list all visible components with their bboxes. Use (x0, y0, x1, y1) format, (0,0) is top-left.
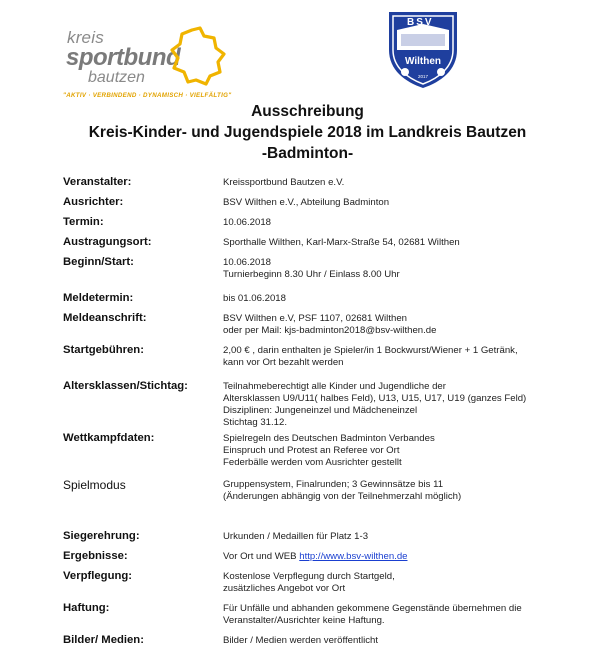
row-value-text: Für Unfälle und abhanden gekommene Gegenstände übernehmen die (223, 603, 522, 614)
row-value (223, 312, 526, 344)
row-value-line (223, 381, 526, 393)
row-value-line (223, 269, 526, 281)
row-value-line (223, 445, 526, 457)
row-label: Startgebühren: (63, 344, 144, 356)
row-value-line (223, 257, 526, 269)
document-title (0, 101, 615, 164)
row-value-text: Kreissportbund Bautzen e.V. (223, 177, 345, 188)
row-value-line (223, 433, 526, 445)
row-label: Wettkampfdaten: (63, 432, 155, 444)
row-label: Meldetermin: (63, 292, 134, 304)
results-website-link[interactable]: http://www.bsv-wilthen.de (299, 551, 408, 562)
row-label: Termin: (63, 216, 104, 228)
table-row (63, 256, 526, 292)
row-value-line (223, 393, 526, 405)
table-row (63, 292, 526, 312)
row-value-text: Turnierbeginn 8.30 Uhr / Einlass 8.00 Uhr (223, 269, 400, 280)
row-value-text: oder per Mail: kjs-badminton2018@bsv-wilthen.de (223, 325, 437, 336)
row-value-text: Vor Ort und WEB (223, 551, 300, 562)
title-line-2: Kreis-Kinder- und Jugendspiele 2018 im Landkreis Bautzen (88, 124, 527, 141)
row-value-line (223, 615, 526, 627)
row-label: Austragungsort: (63, 236, 152, 248)
row-value-text: (Änderungen abhängig von der Teilnehmerzahl möglich) (223, 491, 462, 502)
logo-text-sportbund: sportbund (66, 44, 181, 71)
row-value-line (223, 551, 526, 563)
row-value-text: Kostenlose Verpflegung durch Startgeld, (223, 571, 395, 582)
row-label: Bilder/ Medien: (63, 634, 144, 646)
row-label: Spielmodus (63, 478, 126, 492)
bsv-wilthen-logo (385, 10, 461, 90)
row-value-line (223, 635, 526, 647)
row-value-text: Veranstalter/Ausrichter keine Haftung. (223, 615, 385, 626)
row-value-text: Stichtag 31.12. (223, 417, 288, 428)
row-value-text: zusätzliches Angebot vor Ort (223, 583, 346, 594)
row-value-line (223, 325, 526, 337)
row-value-line (223, 345, 526, 357)
table-row (63, 312, 526, 344)
title-line-3: -Badminton- (261, 145, 354, 162)
row-value-line (223, 313, 526, 325)
row-value-line (223, 491, 526, 503)
row-label: Beginn/Start: (63, 256, 134, 268)
row-value-line (223, 217, 526, 229)
row-label: Meldeanschrift: (63, 312, 147, 324)
row-label: Ausrichter: (63, 196, 124, 208)
row-value (223, 256, 526, 292)
table-row (63, 550, 526, 570)
table-row (63, 344, 526, 380)
table-row (63, 530, 526, 550)
row-value-line (223, 177, 526, 189)
logo-slogan: "AKTIV · VERBINDEND · DYNAMISCH · VIELFÄLTIG" (63, 92, 232, 99)
row-value-text: Sporthalle Wilthen, Karl-Marx-Straße 54, 02681 Wilthen (223, 237, 460, 248)
row-value-text: Bilder / Medien werden veröffentlicht (223, 635, 379, 646)
row-value (223, 432, 526, 478)
row-value-line (223, 531, 526, 543)
row-value-line (223, 417, 526, 429)
row-value-text: Teilnahmeberechtigt alle Kinder und Jugendliche der (223, 381, 446, 392)
row-value-text: 10.06.2018 (223, 217, 272, 228)
row-value-line (223, 293, 526, 305)
district-outline-icon (170, 26, 226, 86)
table-row (63, 176, 526, 196)
row-label: Siegerehrung: (63, 530, 140, 542)
row-value (223, 602, 526, 634)
row-value (223, 380, 526, 432)
row-value-line (223, 457, 526, 469)
row-value-line (223, 479, 526, 491)
table-row (63, 602, 526, 634)
row-value-line (223, 197, 526, 209)
row-value-text: Gruppensystem, Finalrunden; 3 Gewinnsätze bis 11 (223, 479, 444, 490)
row-value (223, 236, 526, 256)
table-row (63, 196, 526, 216)
kreissportbund-logo (62, 18, 262, 104)
table-row (63, 634, 526, 654)
table-row (63, 432, 526, 478)
table-row (63, 216, 526, 236)
row-value-line (223, 603, 526, 615)
row-value-text: BSV Wilthen e.V., Abteilung Badminton (223, 197, 390, 208)
row-value-text: Spielregeln des Deutschen Badminton Verbandes (223, 433, 435, 444)
row-value (223, 550, 526, 570)
row-value (223, 176, 526, 196)
row-value-text: Einspruch und Protest an Referee vor Ort (223, 445, 400, 456)
table-row (63, 570, 526, 602)
table-row (63, 478, 526, 530)
row-value-line (223, 571, 526, 583)
row-value-text: 2,00 € , darin enthalten je Spieler/in 1 Bockwurst/Wiener + 1 Getränk, (223, 345, 518, 356)
row-label: Verpflegung: (63, 570, 133, 582)
row-value-text: kann vor Ort bezahlt werden (223, 357, 344, 368)
row-value (223, 196, 526, 216)
row-value-line (223, 237, 526, 249)
row-label: Ergebnisse: (63, 550, 128, 562)
row-value-text: 10.06.2018 (223, 257, 272, 268)
row-value-text: Altersklassen U9/U11( halbes Feld), U13, U15, U17, U19 (ganzes Feld) (223, 393, 527, 404)
row-value (223, 292, 526, 312)
row-value-line (223, 357, 526, 369)
logo-text-bautzen: bautzen (88, 69, 145, 86)
row-value (223, 478, 526, 530)
tender-details-table (63, 176, 526, 654)
row-value-line (223, 405, 526, 417)
table-row (63, 236, 526, 256)
row-value (223, 344, 526, 380)
logo-club-name: Wilthen (404, 56, 441, 67)
row-label: Haftung: (63, 602, 110, 614)
row-label: Veranstalter: (63, 176, 132, 188)
row-value-text: Disziplinen: Jungeneinzel und Mädcheneinzel (223, 405, 418, 416)
row-value-line (223, 583, 526, 595)
title-line-1: Ausschreibung (251, 103, 364, 120)
row-value (223, 570, 526, 602)
logo-text-kreis: kreis (67, 28, 104, 47)
row-value-text: BSV Wilthen e.V, PSF 1107, 02681 Wilthen (223, 313, 407, 324)
logo-year: 2017 (417, 74, 428, 79)
row-label: Altersklassen/Stichtag: (63, 380, 188, 392)
row-value (223, 216, 526, 236)
table-row (63, 380, 526, 432)
row-value (223, 530, 526, 550)
row-value-text: Federbälle werden vom Ausrichter gestellt (223, 457, 402, 468)
row-value (223, 634, 526, 654)
row-value-text: bis 01.06.2018 (223, 293, 286, 304)
logo-bsv-letters: BSV (407, 17, 434, 28)
row-value-text: Urkunden / Medaillen für Platz 1-3 (223, 531, 369, 542)
